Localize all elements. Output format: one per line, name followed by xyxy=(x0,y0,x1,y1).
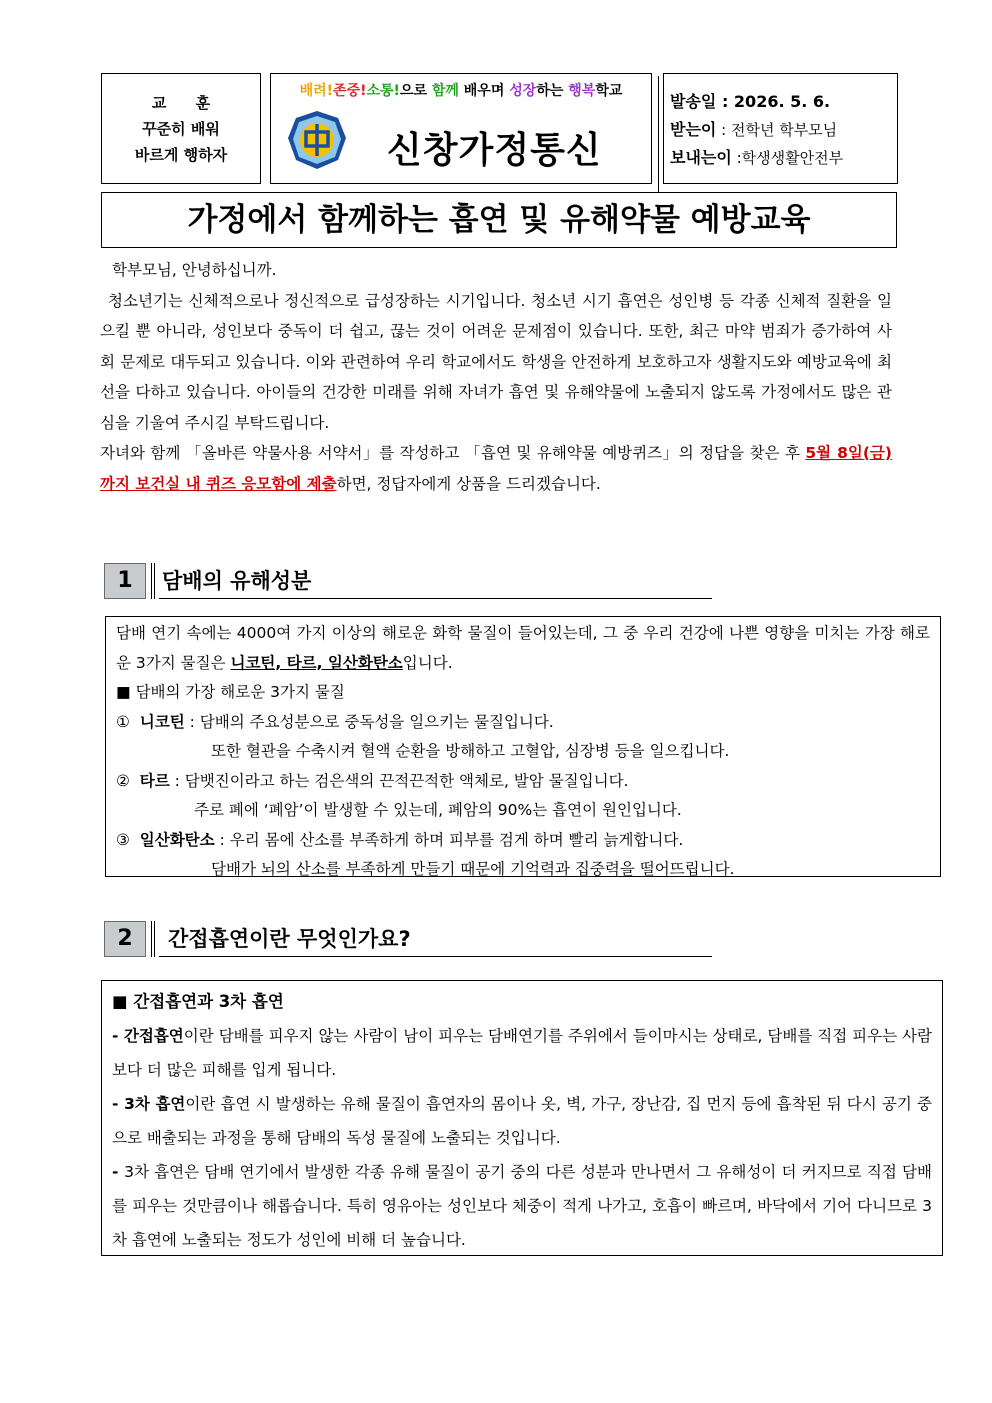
section-2-number: 2 xyxy=(104,921,146,957)
lead-text: 담배 연기 속에는 4000여 가지 이상의 해로운 화학 물질이 들어있는데, 그 중 우리 건강에 나쁜 영향을 미치는 가장 해로운 3가지 물질은 xyxy=(116,624,930,672)
paragraph-text: 이란 담배를 피우지 않는 사람이 남이 피우는 담배연기를 주위에서 들이마시는 상태로, 담배를 직접 피우는 사람보다 더 많은 피해를 입게 됩니다. xyxy=(112,1027,932,1079)
bullet-dash: - xyxy=(112,1027,124,1045)
item-marker: ③ xyxy=(116,830,130,849)
intro-request xyxy=(100,438,892,499)
section-1-title: 담배의 유해성분 xyxy=(162,569,312,593)
substance-name: 타르 xyxy=(139,771,170,790)
lead-text-end: 입니다. xyxy=(402,653,453,672)
send-date-value: 2026. 5. 6. xyxy=(733,92,831,111)
recipient-row: 받는이 : 전학년 학부모님 xyxy=(670,120,838,139)
slogan-part: 함께 xyxy=(431,83,464,99)
motto-line-1: 꾸준히 배워 xyxy=(142,120,220,138)
term-secondhand-smoke: 간접흡연 xyxy=(123,1027,184,1045)
substance-name: 니코틴 xyxy=(139,712,185,731)
bullet-dash: - xyxy=(112,1163,125,1181)
slogan-part: 학교 xyxy=(595,83,623,99)
greeting: 학부모님, 안녕하십니까. xyxy=(112,261,277,279)
school-motto-box xyxy=(101,73,261,184)
sender-label: 보내는이 xyxy=(670,148,732,167)
harmful-substances-emphasis: 니코틴, 타르, 일산화탄소 xyxy=(230,653,403,672)
delivery-info-box xyxy=(663,73,898,184)
substance-item-tar xyxy=(116,767,930,797)
bullet-dash: - xyxy=(112,1095,125,1113)
substance-desc: : 담배의 주요성분으로 중독성을 일으키는 물질입니다. xyxy=(184,712,554,731)
school-slogan xyxy=(271,80,651,100)
section-2-underline xyxy=(159,956,712,957)
send-date-row: 발송일 : 2026. 5. 6. xyxy=(670,92,831,111)
request-text: 자녀와 함께 「올바른 약물사용 서약서」를 작성하고 「흡연 및 유해약물 예방퀴즈」의 정답을 찾은 후 xyxy=(100,444,806,462)
slogan-part: 하는 xyxy=(536,83,569,99)
item-marker: ② xyxy=(116,771,130,790)
substance-desc-cont: 또한 혈관을 수축시켜 혈액 순환을 방해하고 고혈압, 심장병 등을 일으킵니다. xyxy=(211,742,730,760)
term-thirdhand-smoke: 3차 흡연 xyxy=(124,1095,186,1113)
slogan-part: 행복 xyxy=(568,83,596,99)
section-2-title: 간접흡연이란 무엇인가요? xyxy=(168,927,411,951)
slogan-part: 성장 xyxy=(509,83,537,99)
paragraph-text: 이란 흡연 시 발생하는 유해 물질이 흡연자의 몸이나 옷, 벽, 가구, 장난감, 집 먼지 등에 흡착된 뒤 다시 공기 중으로 배출되는 과정을 통해 담배의 독성 물질에 노출되는 것입니다. xyxy=(112,1095,932,1147)
section-1-number: 1 xyxy=(104,563,146,599)
recipient-value: 전학년 학부모님 xyxy=(730,121,838,139)
motto-line-2: 바르게 행하자 xyxy=(134,146,228,164)
substance-desc-cont: 담배가 뇌의 산소를 부족하게 만들기 때문에 기억력과 집중력을 떨어뜨립니다. xyxy=(211,860,735,878)
main-title: 가정에서 함께하는 흡연 및 유해약물 예방교육 xyxy=(101,192,897,248)
substance-item-nicotine xyxy=(116,708,930,738)
section-2-divider xyxy=(151,921,155,957)
thirdhand-smoke-paragraph xyxy=(112,1087,932,1155)
sender-row xyxy=(670,144,897,172)
substance-item-carbon-monoxide xyxy=(116,826,930,856)
slogan-part: 소통! xyxy=(366,83,400,99)
section-1-underline xyxy=(159,598,712,599)
secondhand-smoke-heading: ■ 간접흡연과 3차 흡연 xyxy=(112,992,284,1011)
substance-name: 일산화탄소 xyxy=(139,830,215,849)
section-1-divider xyxy=(151,563,155,599)
substance-desc: : 우리 몸에 산소를 부족하게 하며 피부를 검게 하며 빨리 늙게합니다. xyxy=(214,830,684,849)
sender-value: :학생생활안전부 xyxy=(736,149,844,167)
section-1-content-box xyxy=(105,616,941,877)
intro-section xyxy=(100,255,892,499)
slogan-part: 존중! xyxy=(333,83,367,99)
motto-title: 교 훈 xyxy=(151,94,223,112)
section-2-content-box xyxy=(101,980,943,1256)
slogan-part: 배우며 xyxy=(463,83,510,99)
school-logo-icon xyxy=(285,108,349,172)
substance-list-heading: ■ 담배의 가장 해로운 3가지 물질 xyxy=(116,683,345,701)
intro-body: 청소년기는 신체적으로나 정신적으로 급성장하는 시기입니다. 청소년 시기 흡연은 성인병 등 각종 신체적 질환을 일으킬 뿐 아니라, 성인보다 중독이 더 쉽고, 끊는 것이 어려운 문제점이 있습니다. 또한, 최근 마약 범죄가 증가하여 사회 문제로 대두되고 있습니다. 이와 관련하여 우리 학교에서도 학생을 안전하게 보호하고자 생활지도와 예방교육에 최선을 다하고 있습니다. 아이들의 건강한 미래를 위해 자녀가 흡연 및 유해약물에 노출되지 않도록 가정에서도 많은 관심을 기울여 주시길 부탁드립니다. xyxy=(100,291,892,432)
substance-desc-cont: 주로 폐에 ‘폐암’이 발생할 수 있는데, 폐암의 90%는 흡연이 원인입니다. xyxy=(194,801,682,819)
thirdhand-risk-paragraph xyxy=(112,1155,932,1257)
recipient-label: 받는이 xyxy=(670,120,717,139)
newsletter-banner xyxy=(270,73,652,184)
slogan-part: 배려! xyxy=(299,83,334,99)
item-marker: ① xyxy=(116,712,130,731)
newsletter-title: 신창가정통신 xyxy=(387,130,602,171)
slogan-part: 으로 xyxy=(399,83,432,99)
send-date-label: 발송일 xyxy=(670,92,717,111)
secondhand-smoke-paragraph xyxy=(112,1019,932,1087)
section-1-lead xyxy=(116,619,930,678)
paragraph-text: 3차 흡연은 담배 연기에서 발생한 각종 유해 물질이 공기 중의 다른 성분과 만나면서 그 유해성이 더 커지므로 직접 담배를 피우는 것만큼이나 해롭습니다. 특히 영유아는 성인보다 체중이 적게 나가고, 호흡이 빠르며, 바닥에서 기어 다니므로 3차 흡연에 노출되는 정도가 성인에 비해 더 높습니다. xyxy=(112,1163,932,1249)
deadline-highlight: 5월 8일(금)까지 보건실 내 퀴즈 응모함에 제출 xyxy=(100,444,892,493)
request-text-end: 하면, 정답자에게 상품을 드리겠습니다. xyxy=(336,474,601,493)
substance-desc: : 담뱃진이라고 하는 검은색의 끈적끈적한 액체로, 발암 물질입니다. xyxy=(169,771,629,790)
